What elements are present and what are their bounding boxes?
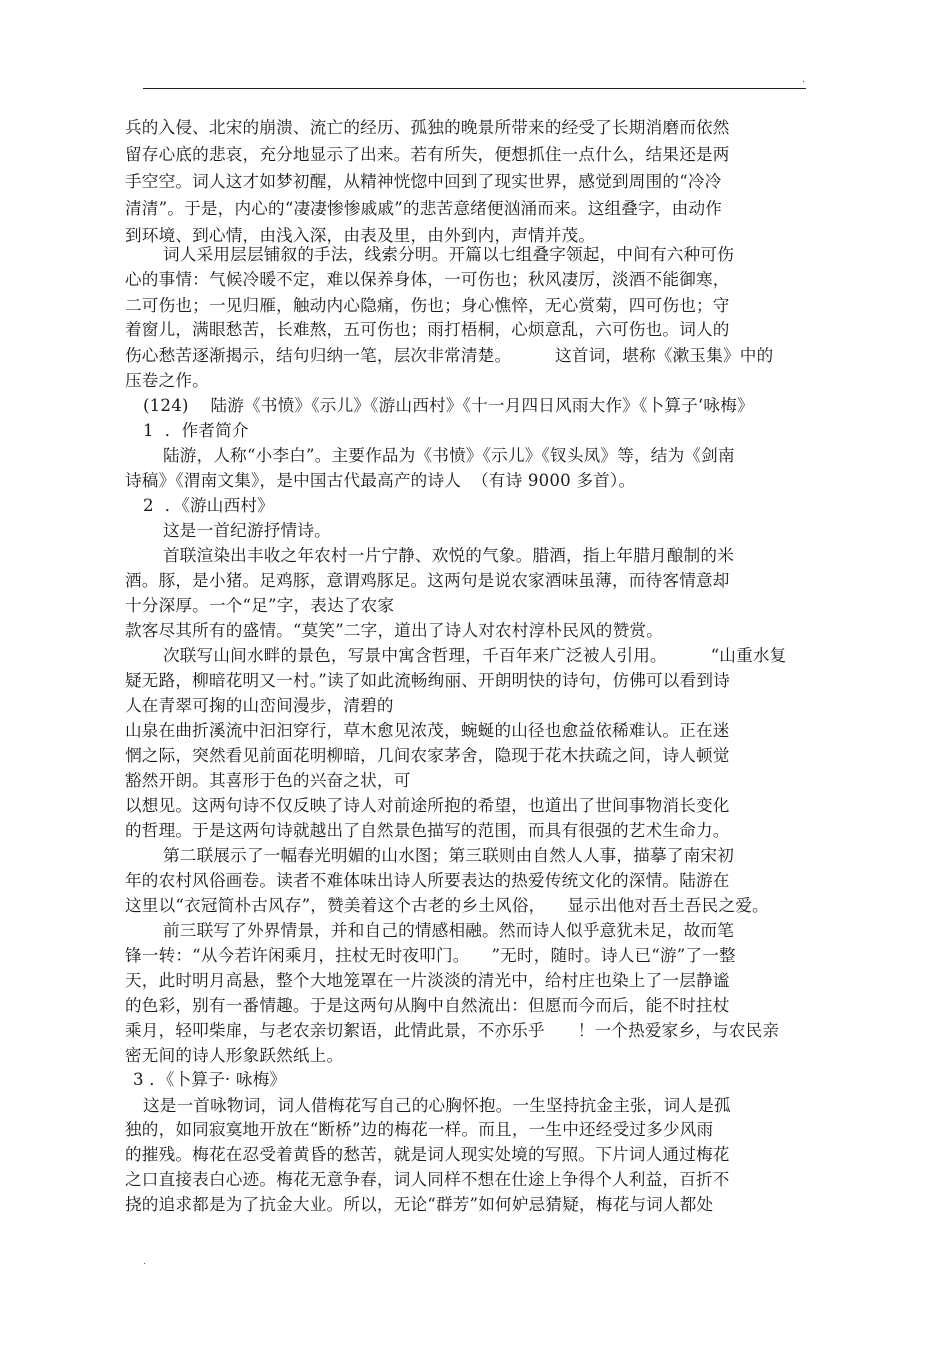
text-line: 年的农村风俗画卷。读者不难体味出诗人所要表达的热爱传统文化的深情。陆游在 bbox=[125, 871, 730, 890]
text-line: 清清”。于是，内心的“凄凄惨惨戚戚”的悲苦意绪便汹涌而来。这组叠字，由动作 bbox=[125, 199, 723, 218]
text-line: 这是一首纪游抒情诗。 bbox=[163, 521, 331, 540]
text-line: 第二联展示了一幅春光明媚的山水图；第三联则由自然人人事，描摹了南宋初 bbox=[163, 846, 734, 865]
text-line: 酒。豚，是小猪。足鸡豚，意谓鸡豚足。这两句是说农家酒味虽薄，而待客情意却 bbox=[125, 571, 730, 590]
text-line: 二可伤也；一见归雁，触动内心隐痛，伤也；身心憔悴，无心赏菊，四可伤也；守 bbox=[125, 296, 730, 315]
text-line: 这里以“衣冠简朴古风存”，赞美着这个古老的乡土风俗， 显示出他对吾土吾民之爱。 bbox=[125, 896, 769, 915]
footer-dot: . bbox=[143, 1257, 146, 1267]
text-line: 留存心底的悲哀，充分地显示了出来。若有所失，便想抓住一点什么，结果还是两 bbox=[125, 145, 730, 164]
text-line: 前三联写了外界情景，并和自己的情感相融。然而诗人似乎意犹未足，故而笔 bbox=[163, 921, 734, 940]
text-line: 伤心愁苦逐渐揭示，结句归纳一笔，层次非常清楚。 这首词，堪称《漱玉集》中的 bbox=[125, 346, 774, 365]
text-line: 独的，如同寂寞地开放在“断桥”边的梅花一样。而且，一生中还经受过多少风雨 bbox=[125, 1120, 714, 1139]
text-line: 着窗儿，满眼愁苦，长难熬，五可伤也；雨打梧桐，心烦意乱，六可伤也。词人的 bbox=[125, 320, 730, 339]
text-line: 到环境、到心情，由浅入深，由表及里，由外到内，声情并茂。 bbox=[125, 226, 596, 245]
text-line: 款客尽其所有的盛情。“莫笑”二字，道出了诗人对农村淳朴民风的赞赏。 bbox=[125, 621, 663, 640]
text-line: 的摧残。梅花在忍受着黄昏的愁苦，就是词人现实处境的写照。下片词人通过梅花 bbox=[125, 1145, 730, 1164]
header-rule bbox=[143, 88, 806, 89]
text-line: 密无间的诗人形象跃然纸上。 bbox=[125, 1046, 344, 1065]
subsection-heading: 1 ．作者简介 bbox=[143, 421, 249, 440]
text-line: 陆游，人称“小李白”。主要作品为《书愤》《示儿》《钗头凤》等，结为《剑南 bbox=[163, 446, 735, 465]
text-line: 次联写山间水畔的景色，写景中寓含哲理，千百年来广泛被人引用。 “山重水复 bbox=[163, 646, 787, 665]
text-line: 十分深厚。一个“足”字，表达了农家 bbox=[125, 596, 395, 615]
header-dot: . bbox=[802, 75, 805, 85]
text-line: 疑无路，柳暗花明又一村。”读了如此流畅绚丽、开朗明快的诗句，仿佛可以看到诗 bbox=[125, 671, 730, 690]
text-line: 的哲理。于是这两句诗就越出了自然景色描写的范围，而具有很强的艺术生命力。 bbox=[125, 821, 730, 840]
text-line: 天，此时明月高悬，整个大地笼罩在一片淡淡的清光中，给村庄也染上了一层静谧 bbox=[125, 971, 730, 990]
text-line: 首联渲染出丰收之年农村一片宁静、欢悦的气象。腊酒，指上年腊月酿制的米 bbox=[163, 546, 734, 565]
text-line: 的色彩，别有一番情趣。于是这两句从胸中自然流出：但愿而今而后，能不时拄杖 bbox=[125, 996, 730, 1015]
text-line: 挠的追求都是为了抗金大业。所以，无论“群芳”如何妒忌猜疑，梅花与词人都处 bbox=[125, 1195, 714, 1214]
text-line: 人在青翠可掬的山峦间漫步，清碧的 bbox=[125, 696, 394, 715]
text-line: 这是一首咏物词，词人借梅花写自己的心胸怀抱。一生坚持抗金主张，词人是孤 bbox=[143, 1096, 731, 1115]
text-line: 豁然开朗。其喜形于色的兴奋之状，可 bbox=[125, 771, 411, 790]
text-line: 锋一转：“从今若许闲乘月，拄杖无时夜叩门。 ”无时，随时。诗人已“游”了一整 bbox=[125, 946, 736, 965]
section-heading: (124) 陆游《书愤》《示儿》《游山西村》《十一月四日风雨大作》《卜算子‘咏梅》 bbox=[143, 396, 754, 415]
text-line: 山泉在曲折溪流中汩汩穿行，草木愈见浓茂，蜿蜒的山径也愈益依稀难认。正在迷 bbox=[125, 721, 730, 740]
text-line: 以想见。这两句诗不仅反映了诗人对前途所抱的希望，也道出了世间事物消长变化 bbox=[125, 796, 730, 815]
text-line: 压卷之作。 bbox=[125, 371, 209, 390]
text-line: 心的事情：气候冷暖不定，难以保养身体，一可伤也；秋风凄厉，淡酒不能御寒， bbox=[125, 270, 730, 289]
text-line: 兵的入侵、北宋的崩溃、流亡的经历、孤独的晚景所带来的经受了长期消磨而依然 bbox=[125, 118, 730, 137]
text-line: 词人采用层层铺叙的手法，线索分明。开篇以七组叠字领起，中间有六种可伤 bbox=[163, 245, 734, 264]
subsection-heading: 3 ．《卜算子· 咏梅》 bbox=[133, 1070, 287, 1089]
text-line: 诗稿》《渭南文集》，是中国古代最高产的诗人 （有诗 9000 多首）。 bbox=[125, 471, 636, 490]
subsection-heading: 2 ．《游山西村》 bbox=[143, 496, 274, 515]
text-line: 之口直接表白心迹。梅花无意争春，词人同样不想在仕途上争得个人利益，百折不 bbox=[125, 1170, 730, 1189]
text-line: 惘之际，突然看见前面花明柳暗，几间农家茅舍，隐现于花木扶疏之间，诗人顿觉 bbox=[125, 746, 730, 765]
text-line: 手空空。词人这才如梦初醒，从精神恍惚中回到了现实世界，感觉到周围的“冷冷 bbox=[125, 172, 722, 191]
text-line: 乘月，轻叩柴扉，与老农亲切絮语，此情此景，不亦乐乎 ！一个热爱家乡，与农民亲 bbox=[125, 1021, 780, 1040]
